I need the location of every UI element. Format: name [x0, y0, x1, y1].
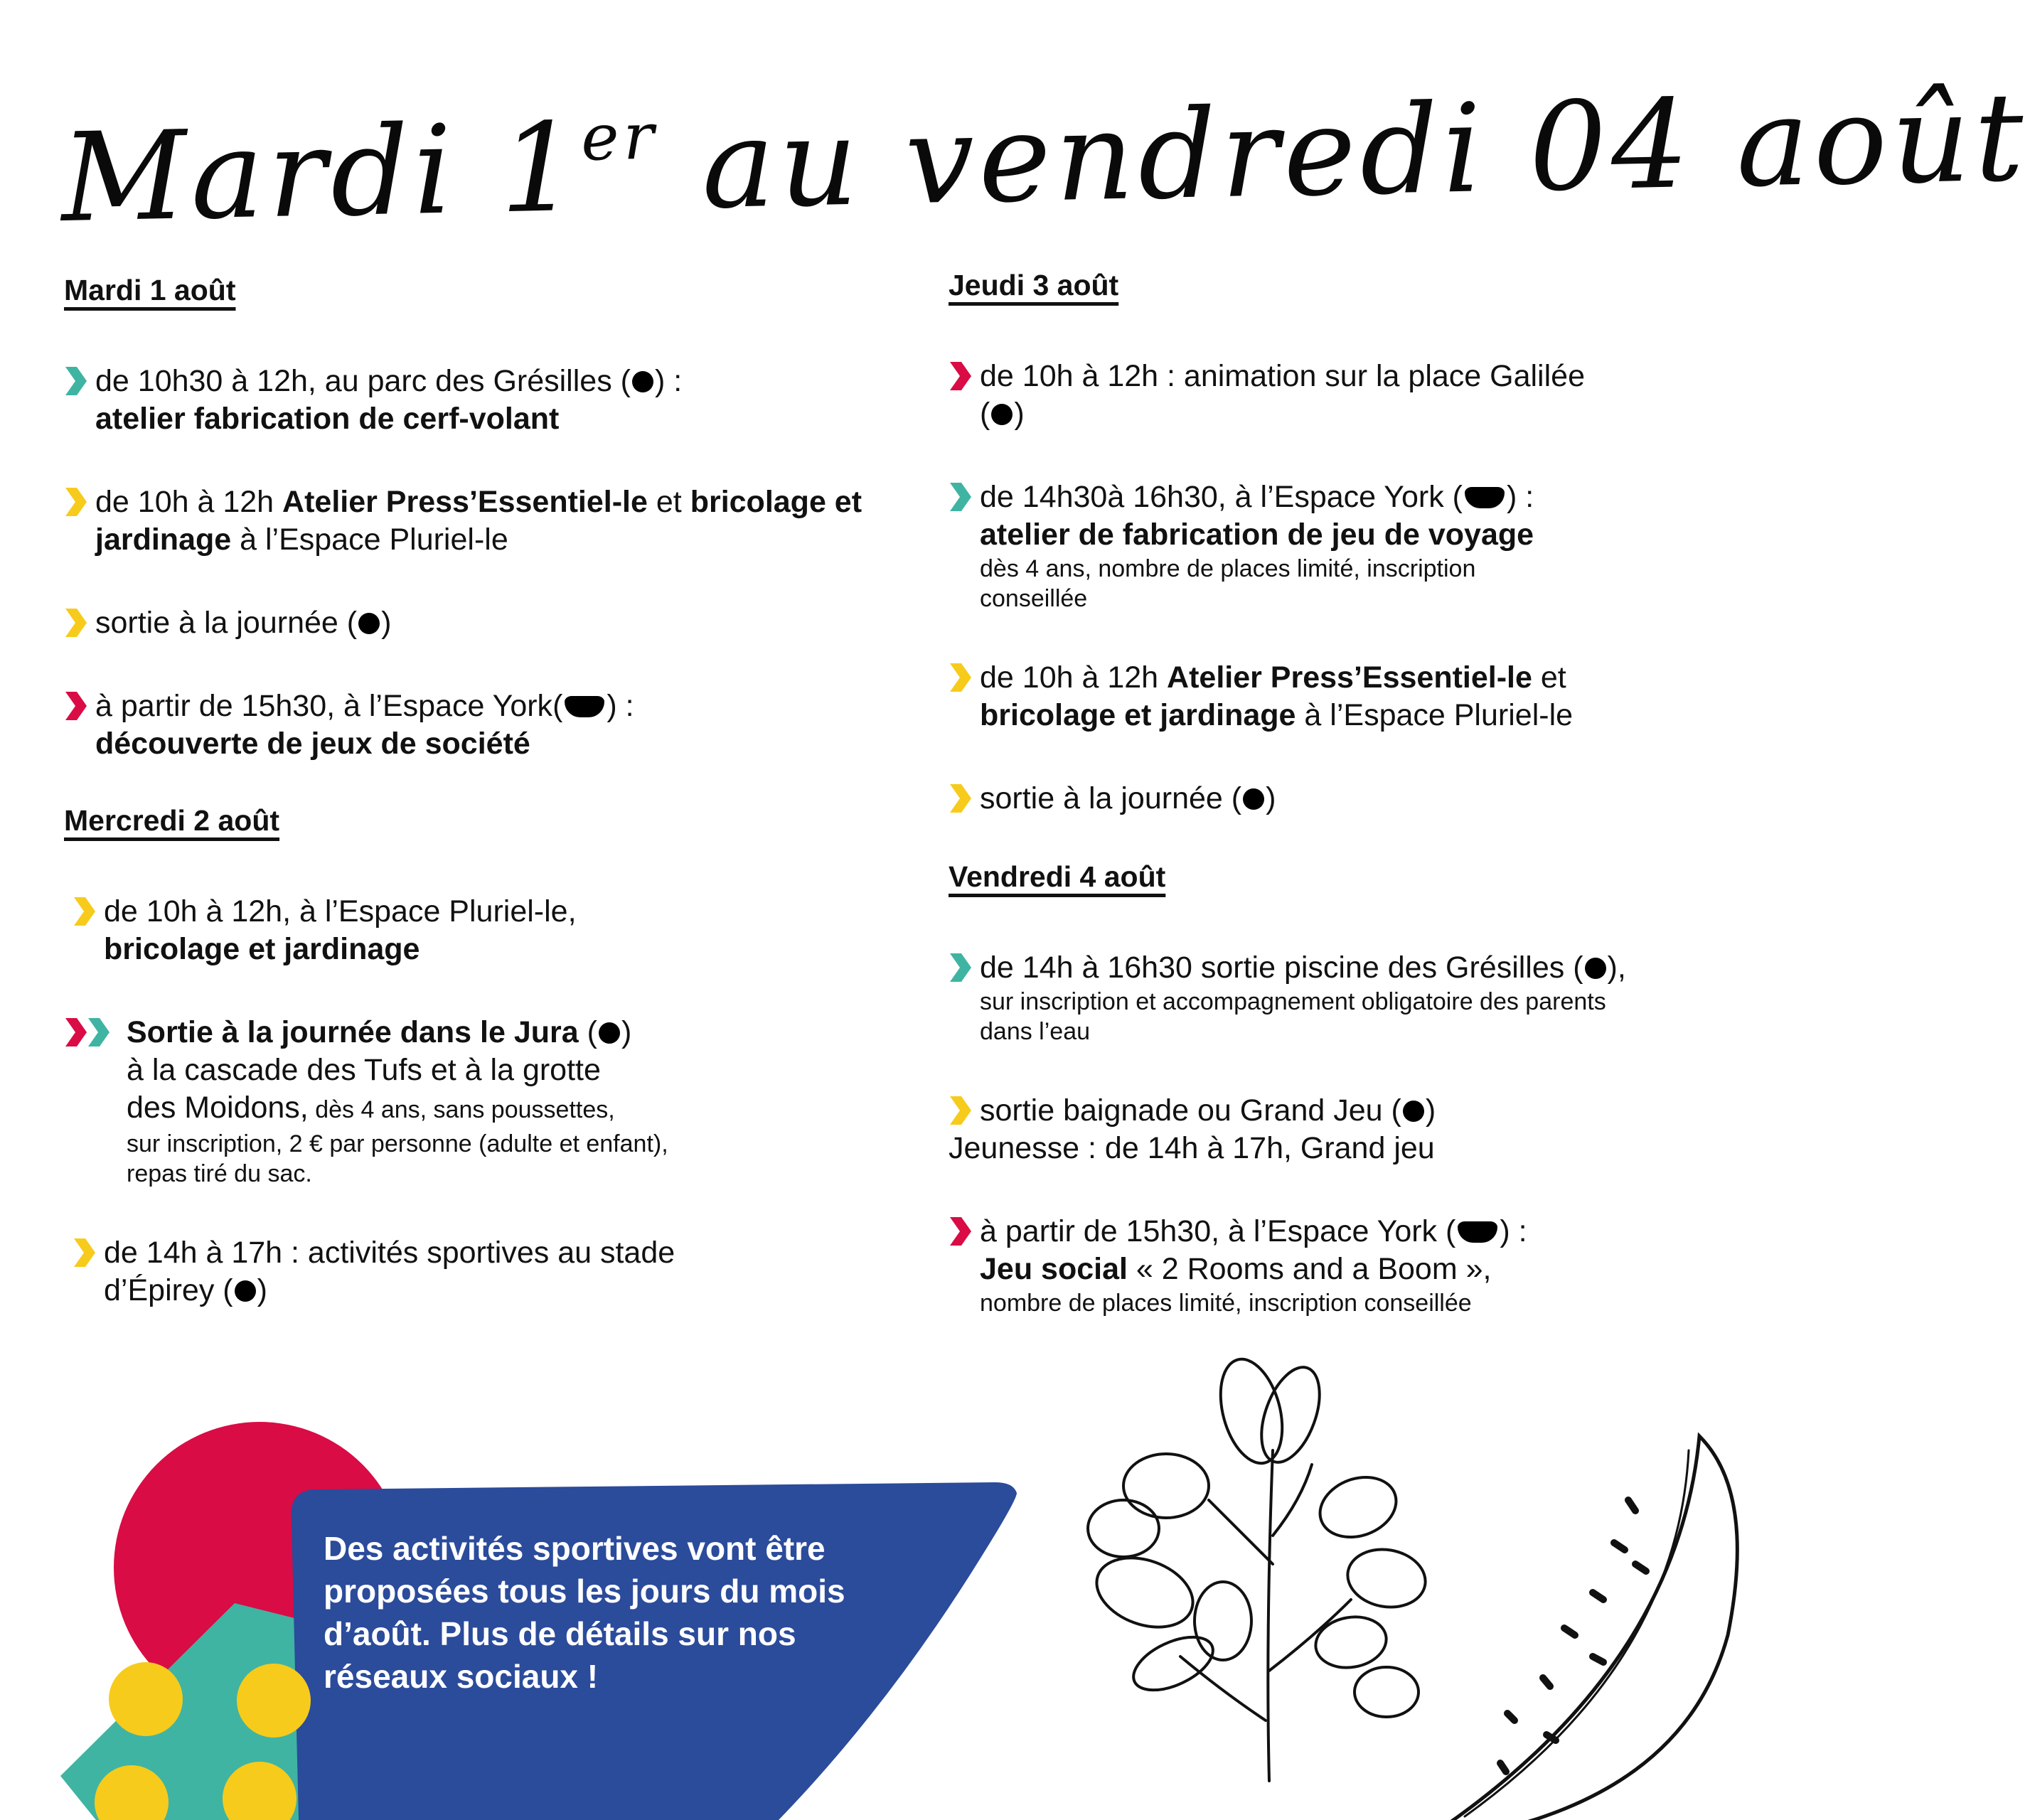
day-heading: Mardi 1 août — [64, 274, 236, 306]
chevron-yellow-icon — [949, 1095, 973, 1126]
double-chevron-icon — [64, 1017, 112, 1048]
left-column — [64, 274, 875, 1355]
chevron-yellow-icon — [949, 783, 973, 814]
chevron-red-icon — [949, 360, 973, 392]
day-heading: Vendredi 4 août — [949, 860, 1166, 893]
activity-item: à partir de 15h30, à l’Espace York( ) : découverte de jeux de société — [64, 687, 875, 763]
chevron-teal-icon — [949, 481, 973, 513]
activity-item: de 10h à 12h : animation sur la place Galilée ( ) — [949, 358, 1759, 433]
yellow-dot-shape — [237, 1664, 311, 1738]
activity-item: de 14h à 16h30 sortie piscine des Grésilles ( ), sur inscription et accompagnement obligatoire des parents dans l’eau — [949, 949, 1759, 1046]
activity-item: sortie à la journée ( ) — [949, 780, 1759, 818]
day-heading: Mercredi 2 août — [64, 804, 280, 837]
activity-item: de 14h30à 16h30, à l’Espace York ( ) : atelier de fabrication de jeu de voyage dès 4 ans, nombre de places limité, inscription conseillée — [949, 478, 1759, 614]
outdoor-dot-icon — [632, 371, 653, 392]
chevron-yellow-icon — [949, 662, 973, 693]
chevron-red-icon — [64, 690, 88, 722]
chevron-yellow-icon — [73, 1237, 97, 1268]
right-column — [949, 269, 1759, 1364]
day-heading: Jeudi 3 août — [949, 269, 1119, 301]
outdoor-dot-icon — [991, 404, 1013, 425]
outdoor-dot-icon — [1585, 958, 1606, 979]
yellow-dot-shape — [109, 1662, 183, 1736]
chevron-teal-icon — [949, 952, 973, 983]
activity-item: de 14h à 17h : activités sportives au stade d’Épirey ( ) — [64, 1234, 875, 1310]
outdoor-dot-icon — [599, 1022, 620, 1044]
flower-sketch-icon — [1087, 1352, 1430, 1781]
outdoor-dot-icon — [1403, 1101, 1424, 1122]
activity-item: à partir de 15h30, à l’Espace York ( ) : Jeu social « 2 Rooms and a Boom », nombre de places limité, inscription conseillée — [949, 1213, 1759, 1318]
watermelon-slice-sketch-icon — [1443, 1436, 1737, 1820]
outdoor-dot-icon — [358, 613, 380, 634]
activity-item: de 10h à 12h, à l’Espace Pluriel-le, bricolage et jardinage — [64, 893, 875, 968]
activity-item: Sortie à la journée dans le Jura ( ) à la cascade des Tufs et à la grotte des Moidons, dès 4 ans, sans poussettes, sur inscription, 2 € par personne (adulte et enfant), repas tiré du sac. — [64, 1014, 875, 1189]
indoor-blob-icon — [565, 696, 604, 717]
chevron-teal-icon — [64, 365, 88, 397]
activity-item: de 10h à 12h Atelier Press’Essentiel-le et bricolage et jardinage à l’Espace Pluriel-le — [64, 483, 875, 559]
chevron-yellow-icon — [64, 607, 88, 638]
indoor-blob-icon — [1465, 487, 1505, 508]
outdoor-dot-icon — [235, 1280, 256, 1302]
page-title: Mardi 1er au vendredi 04 août — [60, 65, 2029, 250]
decorative-illustrations — [0, 1322, 1820, 1820]
outdoor-dot-icon — [1243, 788, 1264, 810]
activity-item: sortie baignade ou Grand Jeu ( ) Jeunesse : de 14h à 17h, Grand jeu — [949, 1093, 1436, 1165]
chevron-red-icon — [949, 1216, 973, 1247]
activity-item: de 10h30 à 12h, au parc des Grésilles ( ) : atelier fabrication de cerf-volant — [64, 363, 875, 438]
info-note: Des activités sportives vont être proposées tous les jours du mois d’août. Plus de détails sur nos réseaux sociaux ! — [324, 1530, 845, 1695]
activity-item: de 10h à 12h Atelier Press’Essentiel-le et bricolage et jardinage à l’Espace Pluriel-le — [949, 659, 1759, 734]
indoor-blob-icon — [1458, 1221, 1497, 1243]
activity-item: sortie à la journée ( ) — [64, 604, 875, 642]
chevron-yellow-icon — [73, 896, 97, 927]
chevron-yellow-icon — [64, 486, 88, 518]
